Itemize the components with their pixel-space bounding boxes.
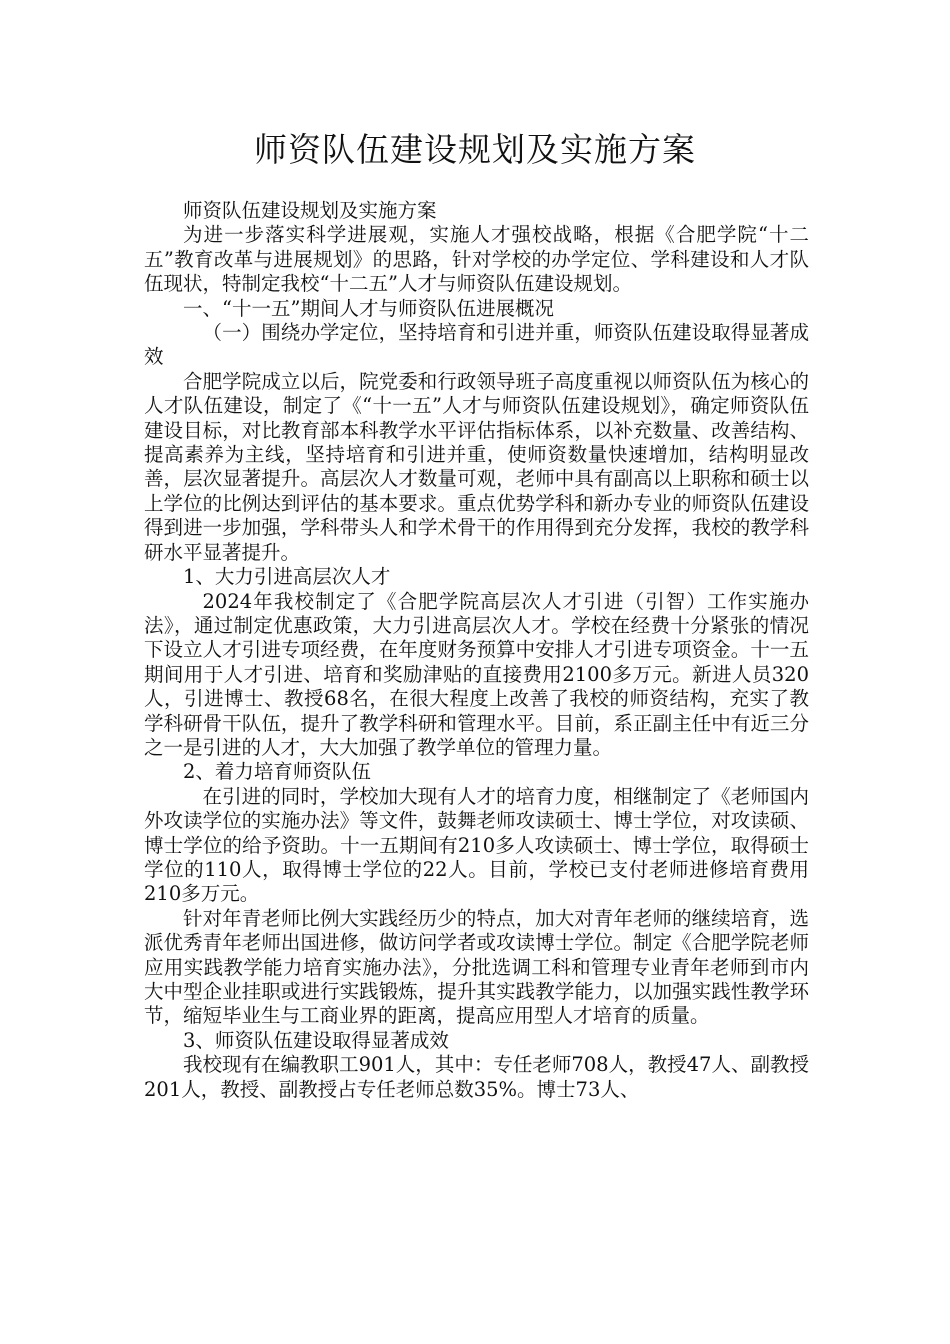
subtitle-paragraph: 师资队伍建设规划及实施方案 bbox=[183, 199, 437, 222]
talent-introduction-paragraph: 2024年我校制定了《合肥学院高层次人才引进（引智）工作实施办法》，通过制定优惠政策，大力引进高层次人才。学校在经费十分紧张的情况下设立人才引进专项经费，在年度财务预算中安排人才引进专项资金。十一五期间用于人才引进、培育和奖励津贴的直接费用2100多万元。新进人员320人，引进博士、教授68名，在很大程度上改善了我校的师资结构，充实了教学科研骨干队伍，提升了教学科研和管理水平。目前，系正副主任中有近三分之一是引进的人才，大大加强了教学单位的管理力量。 bbox=[144, 589, 809, 759]
overview-paragraph: 合肥学院成立以后，院党委和行政领导班子高度重视以师资队伍为核心的人才队伍建设，制定了《“十一五”人才与师资队伍建设规划》，确定师资队伍建设目标，对比教育部本科教学水平评估指标体系，以补充数量、改善结构、提高素养为主线，坚持培育和引进并重，使师资数量快速增加，结构明显改善，层次显著提升。高层次人才数量可观，老师中具有副高以上职称和硕士以上学位的比例达到评估的基本要求。重点优势学科和新办专业的师资队伍建设得到进一步加强，学科带头人和学术骨干的作用得到充分发挥，我校的教学科研水平显著提升。 bbox=[144, 369, 809, 564]
training-paragraph: 在引进的同时，学校加大现有人才的培育力度，相继制定了《老师国内外攻读学位的实施办法》等文件，鼓舞老师攻读硕士、博士学位，对攻读硕、博士学位的给予资助。十一五期间有210多人攻读硕士、博士学位，取得硕士学位的110人，取得博士学位的22人。目前，学校已支付老师进修培育费用210多万元。 bbox=[144, 784, 809, 906]
document-body bbox=[144, 199, 809, 1102]
item-heading-2: 2、着力培育师资队伍 bbox=[183, 760, 371, 784]
section-heading-1: 一、“十一五”期间人才与师资队伍进展概况 bbox=[183, 296, 554, 320]
young-teacher-paragraph: 针对年青老师比例大实践经历少的特点，加大对青年老师的继续培育，选派优秀青年老师出国进修，做访问学者或攻读博士学位。制定《合肥学院老师应用实践教学能力培育实施办法》，分批选调工科和管理专业青年老师到市内大中型企业挂职或进行实践锻炼，提升其实践教学能力，以加强实践性教学环节，缩短毕业生与工商业界的距离，提高应用型人才培育的质量。 bbox=[144, 906, 809, 1028]
document-title: 师资队伍建设规划及实施方案 bbox=[254, 130, 696, 169]
item-heading-3: 3、师资队伍建设取得显著成效 bbox=[183, 1028, 449, 1052]
item-heading-1: 1、大力引进高层次人才 bbox=[183, 565, 391, 589]
staff-statistics-paragraph: 我校现有在编教职工901人，其中：专任老师708人，教授47人、副教授201人，教授、副教授占专任老师总数35%。博士73人、 bbox=[144, 1053, 809, 1101]
intro-paragraph: 为进一步落实科学进展观，实施人才强校战略，根据《合肥学院“十二五”教育改革与进展规划》的思路，针对学校的办学定位、学科建设和人才队伍现状，特制定我校“十二五”人才与师资队伍建设规划。 bbox=[144, 223, 809, 296]
subsection-heading-1: （一）围绕办学定位，坚持培育和引进并重，师资队伍建设取得显著成效 bbox=[144, 321, 809, 369]
